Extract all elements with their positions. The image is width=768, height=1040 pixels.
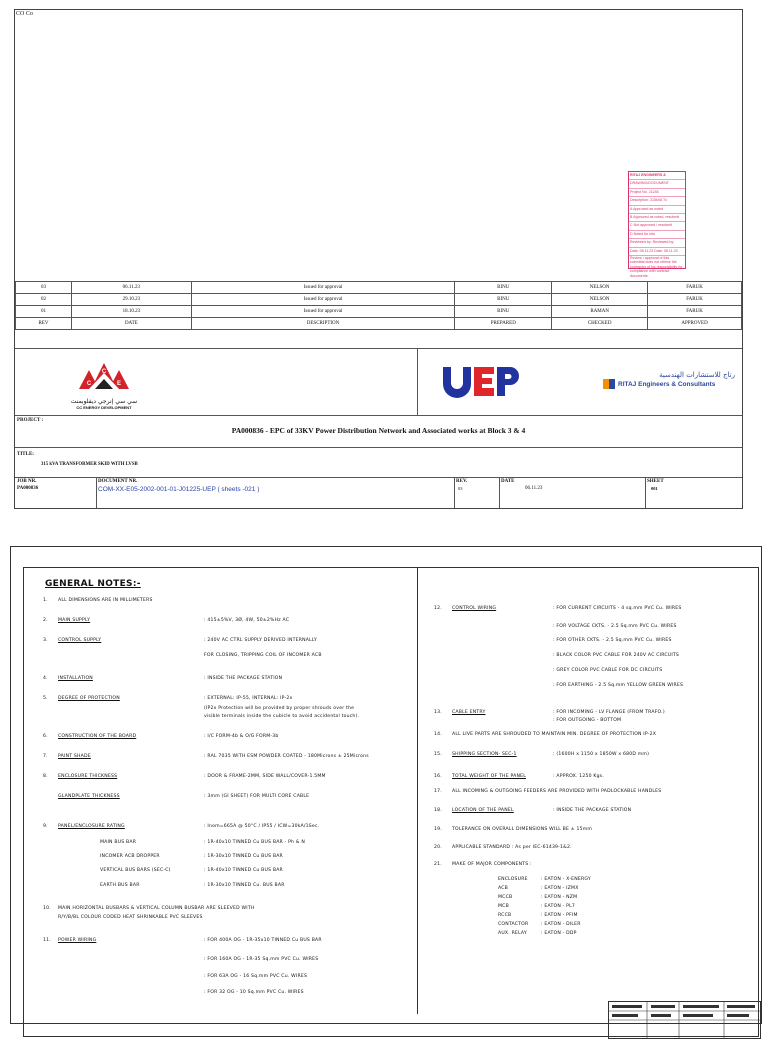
note-value: visible terminals inside the cubicle to avoid accidental touch).: [204, 714, 360, 719]
make-item: MCCB: [498, 895, 513, 900]
rev-number: 03: [458, 486, 463, 491]
note-label: CONTROL WIRING: [452, 606, 497, 611]
rev-header: REV: [16, 318, 72, 330]
make-value: : EATON - DDP: [541, 931, 577, 936]
revision-approved-cell: FARUK: [648, 282, 742, 294]
revision-date-cell: 29.10.23: [71, 294, 191, 306]
date-label: DATE: [501, 479, 515, 484]
revision-rev-cell: 03: [16, 282, 72, 294]
ritaj-emblem-icon: [603, 379, 615, 389]
note-value: : FOR 32 OG - 10 Sq.mm PVC Cu. WIRES: [204, 990, 304, 995]
revision-row: [16, 306, 742, 318]
stamp-note: Review / approval of this submittal does not relieve the contractor of his responsibility for compliance with contract documents.: [630, 255, 683, 278]
note-label: ALL LIVE PARTS ARE SHROUDED TO MAINTAIN MIN. DEGREE OF PROTECTION IP-2X: [452, 732, 657, 737]
note-number: 9.: [43, 824, 48, 829]
note-number: 19.: [434, 827, 442, 832]
note-label: CABLE ENTRY: [452, 710, 486, 715]
note-label: R/Y/B/BL COLOUR CODED HEAT SHRINKABLE PVC SLEEVES: [58, 915, 203, 920]
revision-checked-cell: RAMAN: [552, 306, 648, 318]
note-value: : (1600H x 1150 x 1850W x 680D mm): [553, 752, 650, 757]
note-value: : FOR OUTGOING - BOTTOM: [553, 718, 622, 723]
revision-rev-cell: 02: [16, 294, 72, 306]
note-number: 16.: [434, 774, 442, 779]
stamp-project: Project No. J1245: [629, 189, 685, 197]
note-value: : INSIDE THE PACKAGE STATION: [204, 676, 283, 681]
doc-number: COM-XX-E05-2002-001-01-J01225-UEP ( sheets -021 ): [98, 486, 260, 493]
project-block: [15, 414, 742, 448]
revision-prepared-cell: BINU: [455, 306, 552, 318]
note-value: : 3mm (GI SHEET) FOR MULTI CORE CABLE: [204, 794, 310, 799]
note-value: : RAL 7035 WITH ESM POWDER COATED - 180Microns ± 25Microns: [204, 754, 369, 759]
rev-label: REV.: [456, 479, 468, 484]
review-stamp: [628, 171, 686, 278]
job-label: JOB NR.: [17, 479, 37, 484]
note-value: : 1R-40x10 TINNED Cu BUS BAR - Ph & N: [204, 840, 305, 845]
ritaj-logo: [603, 371, 735, 389]
note-label: CONSTRUCTION OF THE BOARD: [58, 734, 137, 739]
note-number: 6.: [43, 734, 48, 739]
note-label: EARTH BUS BAR: [100, 883, 140, 888]
sheet-cell: [645, 477, 742, 508]
note-label: MAKE OF MAJOR COMPONENTS :: [452, 862, 532, 867]
prepared-header: PREPARED: [455, 318, 552, 330]
note-number: 10.: [43, 906, 51, 911]
note-label: TOLERANCE ON OVERALL DIMENSIONS WILL BE ± 15mm: [452, 827, 593, 832]
note-number: 4.: [43, 676, 48, 681]
date-value: 06.11.23: [525, 486, 543, 491]
note-value: : GREY COLOR PVC CABLE FOR DC CIRCUITS: [553, 668, 663, 673]
note-number: 14.: [434, 732, 442, 737]
note-value: : Inom=665A @ 50°C / IP55 / ICW=30kA/1Sec.: [204, 824, 320, 829]
notes-frame: [23, 567, 759, 1037]
job-cell: [15, 477, 97, 508]
doc-label: DOCUMENT NR.: [98, 479, 138, 484]
revision-row: [16, 282, 742, 294]
cc-energy-logo: [63, 353, 145, 411]
revision-header-row: [16, 318, 742, 330]
note-label: MAIN BUS BAR: [100, 840, 137, 845]
note-label: MAIN HORIZONTAL BUSBARS & VERTICAL COLUMN BUSBAR ARE SLEEVED WITH: [58, 906, 255, 911]
make-item: CONTACTOR: [498, 922, 529, 927]
stamp-c: C Not approved / resubmit: [629, 222, 685, 230]
note-label: MAIN SUPPLY: [58, 618, 91, 623]
note-value: : DOOR & FRAME-2MM, SIDE WALL/COVER-1.5MM: [204, 774, 326, 779]
revision-approved-cell: FARUK: [648, 294, 742, 306]
revision-table: [15, 281, 742, 330]
revision-prepared-cell: BINU: [455, 282, 552, 294]
revision-desc-cell: Issued for approval: [191, 306, 455, 318]
make-value: : EATON - NZM: [541, 895, 578, 900]
project-title: PA000836 - EPC of 33KV Power Distribution Network and Associated works at Block 3 & 4: [231, 426, 526, 435]
cc-english-name: CC ENERGY DEVELOPMENT: [76, 405, 132, 410]
note-label: APPLICABLE STANDARD : As per IEC-61439-1&2.: [452, 845, 572, 850]
note-label: CONTROL SUPPLY: [58, 638, 102, 643]
make-item: RCCB: [498, 913, 512, 918]
approved-header: APPROVED: [648, 318, 742, 330]
note-value: : FOR OTHER CKTS. - 2.5 Sq.mm PVC Cu. WIRES: [553, 638, 672, 643]
company-mark: CO Co: [16, 11, 33, 17]
note-number: 2.: [43, 618, 48, 623]
sheet-title-block: [608, 1001, 761, 1039]
note-label: POWER WIRING: [58, 938, 97, 943]
note-number: 13.: [434, 710, 442, 715]
note-value: : FOR 160A OG - 1R-35 Sq.mm PVC Cu. WIRES: [204, 957, 319, 962]
date-header: DATE: [71, 318, 191, 330]
make-item: ENCLOSURE: [498, 877, 528, 882]
note-value: : FOR INCOMING - LV FLANGE (FROM TRAFO.): [553, 710, 665, 715]
description-header: DESCRIPTION: [191, 318, 455, 330]
note-number: 20.: [434, 845, 442, 850]
note-value: : I/C FORM-4b & O/G FORM-3b: [204, 734, 279, 739]
make-value: : EATON - PFIM: [541, 913, 578, 918]
note-number: 17.: [434, 789, 442, 794]
note-number: 8.: [43, 774, 48, 779]
note-label: ENCLOSURE THICKNESS: [58, 774, 118, 779]
note-number: 15.: [434, 752, 442, 757]
revision-date-cell: 18.10.23: [71, 306, 191, 318]
make-value: : EATON - DILER: [541, 922, 581, 927]
note-number: 11.: [43, 938, 51, 943]
note-value: : FOR CURRENT CIRCUITS - 4 sq.mm PVC Cu. WIRES: [553, 606, 682, 611]
sheet-number: 001: [651, 486, 658, 491]
revision-date-cell: 06.11.23: [71, 282, 191, 294]
stamp-header: RITAJ ENGINEERS &: [629, 172, 685, 180]
make-value: : EATON - X-ENERGY: [541, 877, 591, 882]
note-value: : INSIDE THE PACKAGE STATION: [553, 808, 632, 813]
note-label: LOCATION OF THE PANEL: [452, 808, 514, 813]
column-divider: [417, 568, 418, 1014]
note-value: : FOR 400A OG - 1R-35x10 TINNED Cu BUS BAR: [204, 938, 322, 943]
title-text: 315 kVA TRANSFORMER SKID WITH LVSB: [41, 462, 138, 467]
note-value: : FOR VOLTAGE CKTS. - 2.5 Sq.mm PVC Cu. WIRES: [553, 624, 677, 629]
note-number: 5.: [43, 696, 48, 701]
revision-prepared-cell: BINU: [455, 294, 552, 306]
note-label: VERTICAL BUS BARS (SEC-C): [100, 868, 171, 873]
note-number: 1.: [43, 598, 48, 603]
ritaj-arabic-name: رتاج للاستشارات الهندسية: [659, 371, 735, 379]
note-label: INCOMER ACB DROPPER: [100, 854, 160, 859]
date-cell: [499, 477, 646, 508]
notes-heading: GENERAL NOTES:-: [45, 579, 141, 589]
note-value: : EXTERNAL: IP-55, INTERNAL: IP-2x: [204, 696, 293, 701]
note-label: INSTALLATION: [58, 676, 93, 681]
revision-approved-cell: FARUK: [648, 306, 742, 318]
stamp-description: Description: 315kVA Tx: [629, 197, 685, 205]
make-item: AUX. RELAY: [498, 931, 527, 936]
title-block: [15, 447, 742, 478]
note-label: ALL DIMENSIONS ARE IN MILLIMETERS: [58, 598, 153, 603]
note-label: PANEL/ENCLOSURE RATING: [58, 824, 125, 829]
docno-cell: [96, 477, 455, 508]
cc-arabic-name: سي سي إنرجي ديفلوبمنت: [70, 398, 138, 405]
stamp-a: A Approved as noted: [629, 206, 685, 214]
notes-sheet: [10, 546, 762, 1024]
sheet-label: SHEET: [647, 479, 664, 484]
note-label: ALL INCOMING & OUTGOING FEEDERS ARE PROVIDED WITH PADLOCKABLE HANDLES: [452, 789, 662, 794]
revision-row: [16, 294, 742, 306]
svg-text:E: E: [116, 381, 122, 387]
make-value: : EATON - IZMX: [541, 886, 579, 891]
svg-text:C: C: [86, 381, 92, 387]
note-value: FOR CLOSING, TRIPPING COIL OF INCOMER ACB: [204, 653, 322, 658]
project-label: PROJECT :: [17, 418, 44, 423]
note-value: : 1R-40x10 TINNED Cu BUS BAR: [204, 868, 283, 873]
ritaj-english-name: RITAJ Engineers & Consultants: [618, 380, 716, 388]
logo-strip: [15, 348, 742, 416]
stamp-d: D Noted for info: [629, 231, 685, 239]
revision-desc-cell: Issued for approval: [191, 282, 455, 294]
note-number: 7.: [43, 754, 48, 759]
note-value: : 415±5%V, 3Ø, 4W, 50±2%Hz AC: [204, 618, 290, 623]
revision-rev-cell: 01: [16, 306, 72, 318]
stamp-reviewed: Reviewed by: Reviewed by:: [629, 239, 685, 247]
make-value: : EATON - PL7: [541, 904, 575, 909]
stamp-b: B Approved as noted, resubmit: [629, 214, 685, 222]
note-label: SHIPPING SECTION- SEC-1: [452, 752, 517, 757]
note-label: GLANDPLATE THICKNESS: [58, 794, 120, 799]
make-item: ACB: [498, 886, 509, 891]
note-value: : 240V AC CTRL SUPPLY DERIVED INTERNALLY: [204, 638, 317, 643]
note-value: : FOR 63A OG - 16 Sq.mm PVC Cu. WIRES: [204, 974, 308, 979]
note-value: : FOR EARTHING - 2.5 Sq.mm YELLOW GREEN WIRES: [553, 683, 684, 688]
job-number: PA000836: [17, 486, 39, 491]
note-value: : 1R-30x10 TINNED Cu BUS BAR: [204, 854, 283, 859]
stamp-dates: Date: 08.11.23 Date: 08.11.23: [629, 248, 685, 256]
rev-cell: [454, 477, 500, 508]
note-value: : APPROX. 1250 Kgs.: [553, 774, 605, 779]
document-footer: [15, 477, 742, 508]
uep-logo: [441, 363, 521, 406]
cover-sheet: [14, 9, 743, 509]
stamp-sub: DRAWING/DOCUMENT: [629, 180, 685, 188]
revision-desc-cell: Issued for approval: [191, 294, 455, 306]
note-value: : BLACK COLOR PVC CABLE FOR 240V AC CIRCUITS: [553, 653, 680, 658]
note-value: (IP2x Protection will be provided by proper shrouds over the: [204, 706, 355, 711]
revision-checked-cell: NELSON: [552, 282, 648, 294]
revision-checked-cell: NELSON: [552, 294, 648, 306]
make-item: MCB: [498, 904, 509, 909]
svg-text:C: C: [101, 369, 107, 375]
note-number: 3.: [43, 638, 48, 643]
note-number: 12.: [434, 606, 442, 611]
note-label: TOTAL WEIGHT OF THE PANEL: [452, 774, 526, 779]
note-label: DEGREE OF PROTECTION: [58, 696, 120, 701]
note-value: : 1R-30x10 TINNED Cu. BUS BAR: [204, 883, 285, 888]
note-label: PAINT SHADE: [58, 754, 91, 759]
checked-header: CHECKED: [552, 318, 648, 330]
note-number: 21.: [434, 862, 442, 867]
note-number: 18.: [434, 808, 442, 813]
title-label: TITLE:: [17, 452, 34, 457]
